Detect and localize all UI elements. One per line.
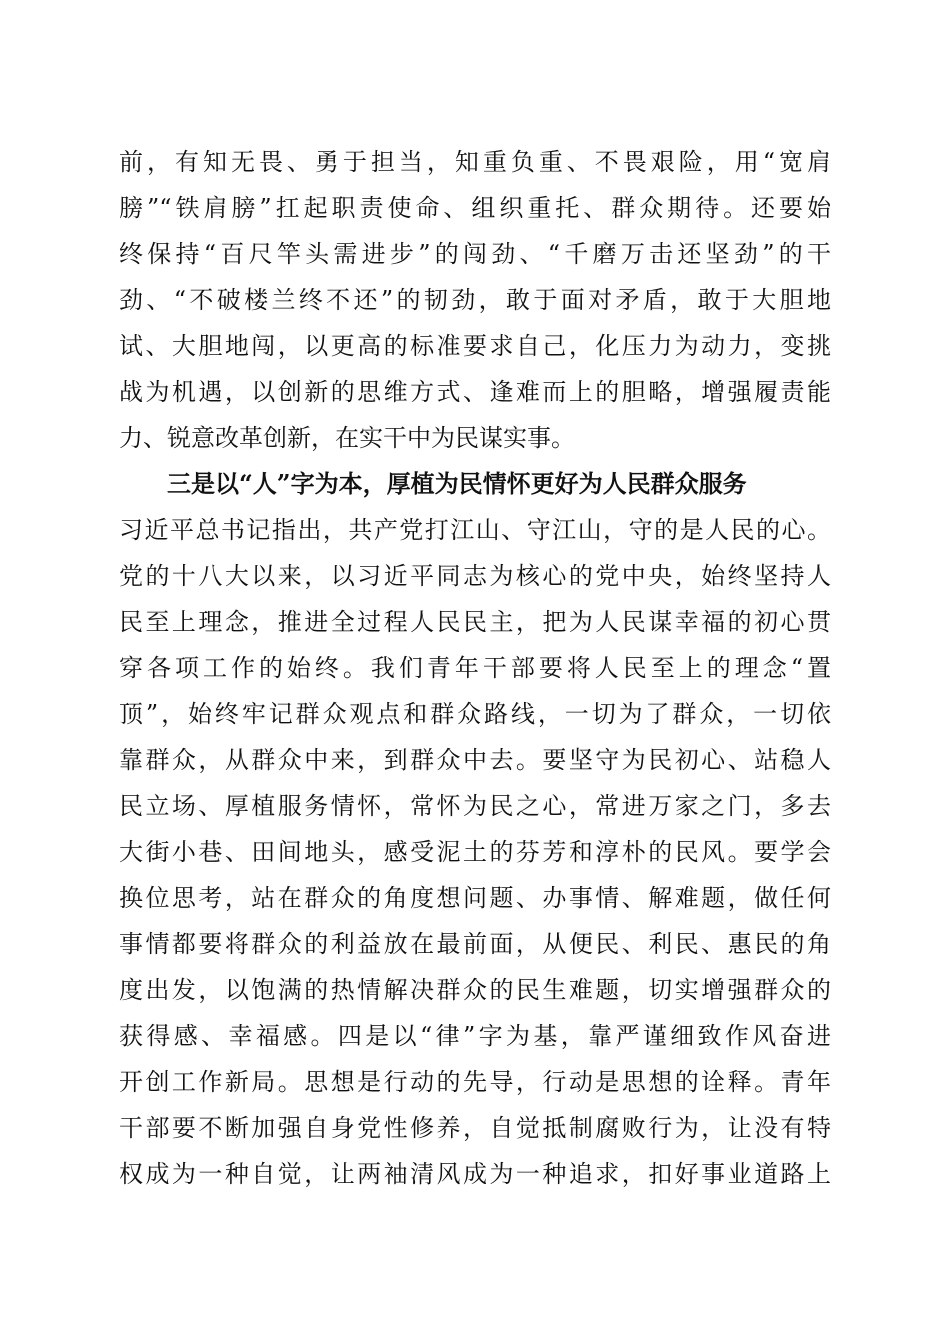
- text-line: 战为机遇，以创新的思维方式、逢难而上的胆略，增强履责能: [119, 378, 831, 406]
- text-line: 干部要不断加强自身党性修养，自觉抵制腐败行为，让没有特: [119, 1114, 831, 1142]
- section-heading: 三是以“人”字为本，厚植为民情怀更好为人民群众服务: [167, 469, 747, 498]
- text-line: 劲、“不破楼兰终不还”的韧劲，敢于面对矛盾，敢于大胆地: [119, 286, 831, 314]
- text-line: 事情都要将群众的利益放在最前面，从便民、利民、惠民的角: [119, 930, 831, 958]
- text-line: 换位思考，站在群众的角度想问题、办事情、解难题，做任何: [119, 884, 831, 912]
- text-line: 力、锐意改革创新，在实干中为民谋实事。: [119, 424, 575, 452]
- text-line: 开创工作新局。思想是行动的先导，行动是思想的诠释。青年: [119, 1068, 831, 1096]
- text-line: 习近平总书记指出，共产党打江山、守江山，守的是人民的心。: [119, 516, 831, 544]
- text-line: 度出发，以饱满的热情解决群众的民生难题，切实增强群众的: [119, 976, 831, 1004]
- text-line: 民至上理念，推进全过程人民民主，把为人民谋幸福的初心贯: [119, 608, 831, 636]
- text-line: 党的十八大以来，以习近平同志为核心的党中央，始终坚持人: [119, 562, 831, 590]
- text-line: 终保持“百尺竿头需进步”的闯劲、“千磨万击还坚劲”的干: [119, 240, 831, 268]
- text-line: 前，有知无畏、勇于担当，知重负重、不畏艰险，用“宽肩: [119, 148, 831, 176]
- text-line: 民立场、厚植服务情怀，常怀为民之心，常进万家之门，多去: [119, 792, 831, 820]
- text-line: 获得感、幸福感。四是以“律”字为基，靠严谨细致作风奋进: [119, 1022, 831, 1050]
- text-line: 膀”“铁肩膀”扛起职责使命、组织重托、群众期待。还要始: [119, 194, 831, 222]
- text-line: 试、大胆地闯，以更高的标准要求自己，化压力为动力，变挑: [119, 332, 831, 360]
- text-line: 靠群众，从群众中来，到群众中去。要坚守为民初心、站稳人: [119, 746, 831, 774]
- text-line: 顶”，始终牢记群众观点和群众路线，一切为了群众，一切依: [119, 700, 831, 728]
- text-line: 穿各项工作的始终。我们青年干部要将人民至上的理念“置: [119, 654, 831, 682]
- text-line: 大街小巷、田间地头，感受泥土的芬芳和淳朴的民风。要学会: [119, 838, 831, 866]
- text-line: 权成为一种自觉，让两袖清风成为一种追求，扣好事业道路上: [119, 1160, 831, 1188]
